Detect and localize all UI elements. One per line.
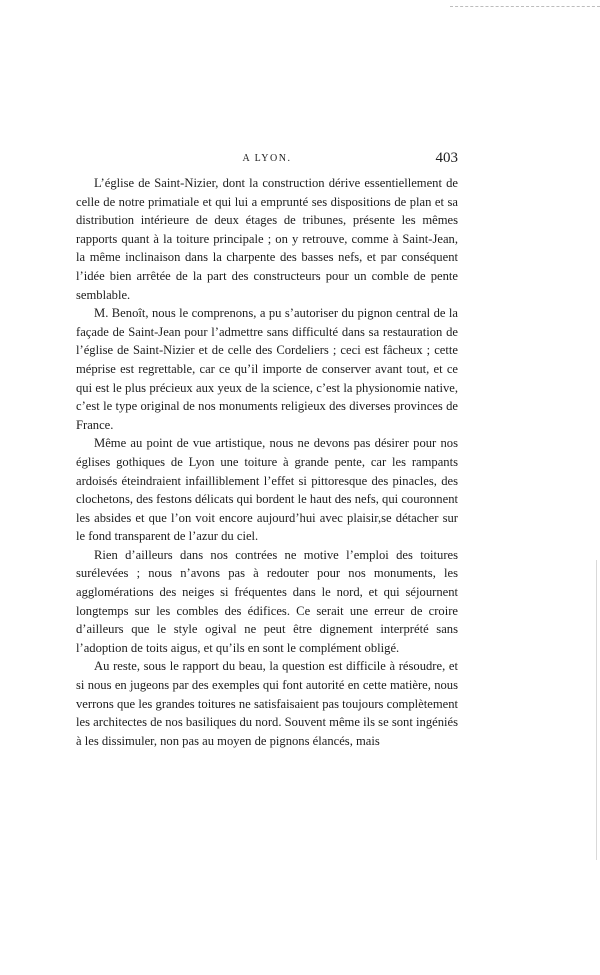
paragraph: Au reste, sous le rapport du beau, la question est difficile à résoudre, et si nous en jugeons par des exemples qui font autorité en cette matière, nous verrons que les grandes toitures ne satisfaisaient pas toujours complètement les architectes de nos basiliques du nord. Souvent même ils se sont ingéniés à les dissimuler, non pas au moyen de pignons élancés, mais [76,659,458,748]
paragraph: Rien d’ailleurs dans nos contrées ne motive l’emploi des toitures surélevées ; nous n’avons pas à redouter pour nos monuments, les agglomérations des neiges si fréquentes dans le nord, et qui séjournent longtemps sur les combles des édifices. Ce serait une erreur de croire d’ailleurs que le style ogival ne peut être dignement interprété sans l’adoption de toits aigus, et qu’ils en sont le complément obligé. [76,547,458,655]
paragraph: L’église de Saint-Nizier, dont la construction dérive essentiellement de celle de notre primatiale et qui lui a emprunté ses dispositions de plan et sa distribution intérieure de deux étages de tribunes, présente les mêmes rapports quant à la toiture principale ; on y retrouve, comme à Saint-Jean, la même inclinaison dans la charpente des basses nefs, et par conséquent l’idée bien arrêtée de la part des constructeurs pour un comble de pente semblable. [76,176,458,302]
running-title: A LYON. [242,153,292,164]
scan-edge-mark [450,6,600,8]
paragraph: Même au point de vue artistique, nous ne devons pas désirer pour nos églises gothiques de Lyon une toiture à grande pente, car les rampants ardoisés éteindraient infailliblement l’effet si pittoresque des pinacles, des clochetons, des festons délicats qui bordent le haut des nefs, qui couronnent les absides et que l’on voit encore aujourd’hui avec plaisir,se détacher sur le fond transparent de l’azur du ciel. [76,436,458,544]
page-number: 403 [435,150,458,166]
book-page [76,150,458,750]
running-head [76,150,458,174]
scan-edge-shadow [595,560,597,860]
paragraph: M. Benoît, nous le comprenons, a pu s’autoriser du pignon central de la façade de Saint-Jean pour l’admettre sans difficulté dans sa restauration de l’église de Saint-Nizier et de celle des Cordeliers ; ceci est fâcheux ; cette méprise est regrettable, car ce qu’il importe de conserver avant tout, et ce qui est le plus précieux aux yeux de la science, c’est la physionomie native, c’est le type original de nos monuments religieux des diverses provinces de France. [76,306,458,432]
body-text [76,174,458,750]
